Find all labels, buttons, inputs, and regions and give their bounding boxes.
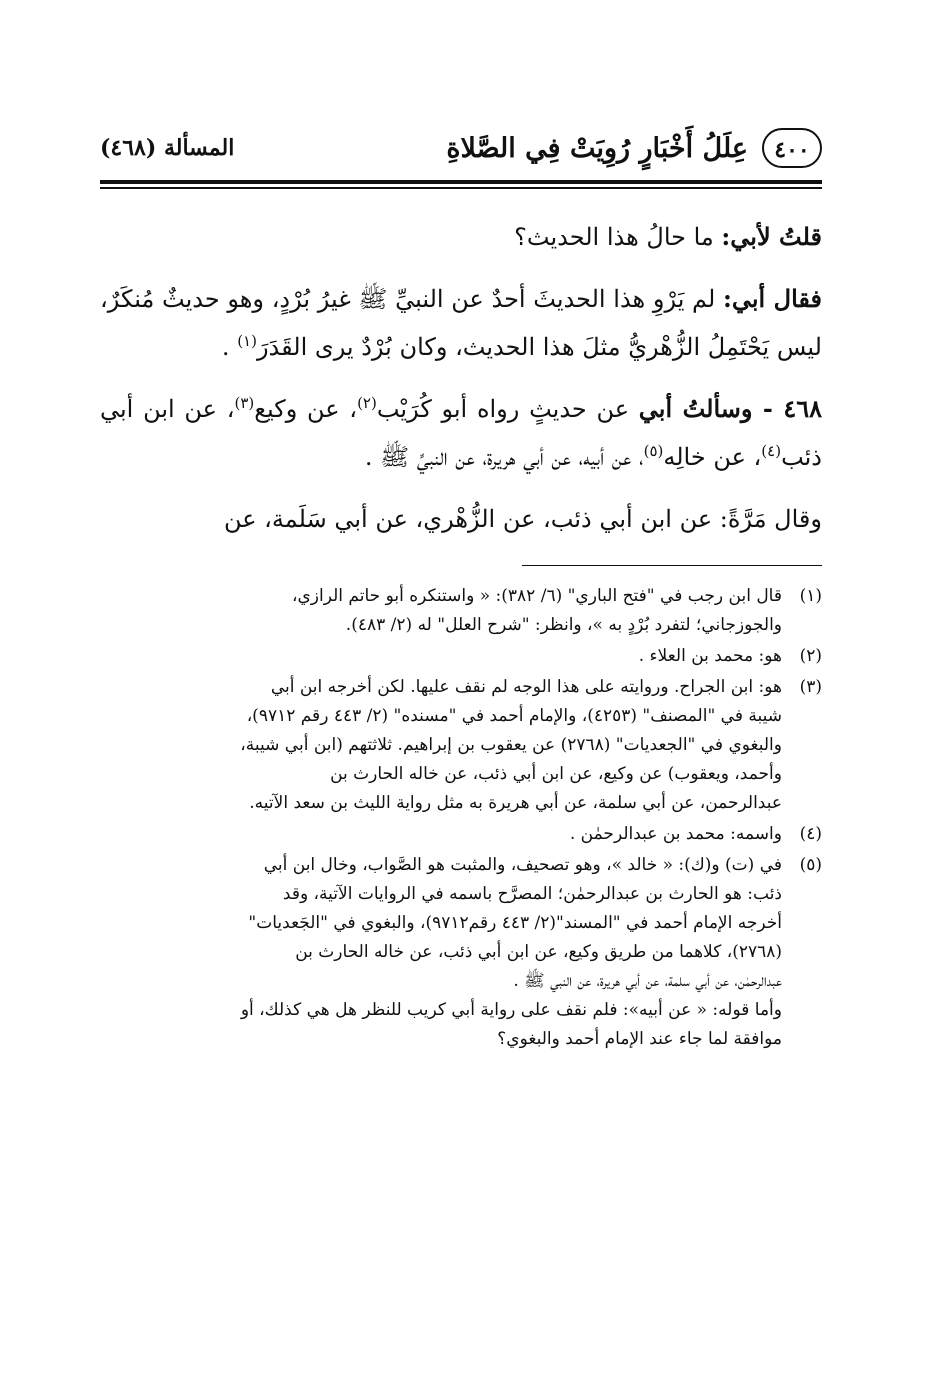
footnote-line: واسمه: محمد بن عبدالرحمٰن . [569, 824, 782, 844]
footnote-text [100, 673, 782, 818]
footnote-line: موافقة لما جاء عند الإمام أحمد والبغوي؟ [497, 1029, 782, 1049]
footnotes [100, 582, 822, 1054]
paragraph-answer [100, 275, 822, 371]
footnote-line: هو: محمد بن العلاء . [638, 646, 782, 666]
paragraph-lead: فقال أبي: [723, 283, 822, 313]
paragraph-text: ، عن وكيع [254, 394, 358, 423]
footnote-ref[interactable]: (٢) [357, 393, 377, 412]
issue-number: ٤٦٨ - [752, 393, 823, 423]
footnote-line: عبدالرحمن، عن أبي سلمة، عن أبي هريرة به مثل رواية الليث بن سعد الآتيه. [249, 793, 782, 813]
paragraph-text: ، عن خالِه [663, 442, 762, 471]
footnote-ref[interactable]: (٥) [643, 441, 664, 460]
paragraph-text: . [221, 332, 238, 361]
footnote-line: وأحمد، ويعقوب) عن وكيع، عن ابن أبي ذئب، عن خاله الحارث بن [330, 764, 782, 784]
footnote-line: والبغوي في "الجعديات" (٢٧٦٨) عن يعقوب بن إبراهيم. ثلاثتهم (ابن أبي شيبة، [240, 735, 782, 755]
header-title-group [446, 128, 822, 168]
footnote-line: أخرجه الإمام أحمد في "المسند"(٢/ ٤٤٣ رقم٩٧١٢)، والبغوي في "الجَعديات" [248, 913, 782, 933]
footnote-item [100, 582, 822, 640]
paragraph-text: ما حالُ هذا الحديث؟ [514, 222, 722, 251]
footnote-item [100, 851, 822, 1054]
paragraph-variant [100, 495, 822, 543]
footnote-number: (٣) [799, 677, 822, 697]
page-number: ٤٠٠ [762, 128, 822, 168]
header-rule-thin [100, 187, 822, 189]
paragraph-lead: وسألتُ أبي [638, 393, 753, 423]
paragraph-question [100, 213, 822, 261]
footnote-line: شيبة في "المصنف" (٤٢٥٣)، والإمام أحمد في "مسنده" (٢/ ٤٤٣ رقم ٩٧١٢)، [246, 706, 782, 726]
paragraph-text: عن حديثٍ رواه أبو كُرَيْب [376, 394, 639, 423]
footnote-number: (٥) [799, 855, 822, 875]
footnote-line: ذئب: هو الحارث بن عبدالرحمٰن؛ المصرَّح باسمه في الروايات الآتية، وقد [282, 884, 782, 904]
footnote-line: وأما قوله: « عن أبيه»: فلم نقف على رواية أبي كريب للنظر هل هي كذلك، أو [240, 1000, 782, 1020]
footnote-ref[interactable]: (١) [237, 331, 257, 350]
footnote-number: (٢) [799, 646, 822, 666]
footnote-line: (٢٧٦٨)، كلاهما من طريق وكيع، عن ابن أبي ذئب، عن خاله الحارث بن [295, 942, 782, 962]
footnote-number: (١) [799, 586, 822, 606]
footnote-text [100, 642, 782, 671]
paragraph-text: وقال مَرَّةً: عن ابن أبي ذئب، عن الزُّهْري، عن أبي سَلَمة، عن [223, 504, 822, 533]
footnote-item [100, 820, 822, 849]
footnote-ref[interactable]: (٣) [234, 393, 255, 412]
running-header [100, 120, 822, 176]
footnote-line: قال ابن رجب في "فتح الباري" (٦/ ٣٨٢): « واستنكره أبو حاتم الرازي، [292, 586, 782, 606]
book-title: عِلَلُ أَخْبَارٍ رُوِيَتْ فِي الصَّلاةِ [446, 132, 748, 164]
footnote-line: هو: ابن الجراح. وروايته على هذا الوجه لم نقف عليها. لكن أخرجه ابن أبي [270, 677, 782, 697]
footnote-text [100, 851, 782, 1054]
footnote-text [100, 820, 782, 849]
footnote-line: في (ت) و(ك): « خالد »، وهو تصحيف، والمثبت هو الصَّواب، وخال ابن أبي [263, 855, 782, 875]
paragraph-text: ، عن أبيه، عن أبي هريرة، عن النبيِّ ﷺ . [364, 442, 644, 471]
issue-label: المسألة (٤٦٨) [100, 135, 235, 161]
footnote-ref[interactable]: (٤) [761, 441, 782, 460]
paragraph-issue-468 [100, 385, 822, 481]
footnote-separator [522, 565, 822, 567]
main-text [100, 213, 822, 543]
footnote-line: عبدالرحمٰن، عن أبي سلمة، عن أبي هريرة، عن النبي ﷺ . [513, 971, 782, 991]
footnote-number: (٤) [799, 824, 822, 844]
paragraph-text: لم يَرْوِ هذا الحديثَ أحدٌ عن النبيِّ ﷺ غيرُ بُرْدٍ، وهو حديثٌ مُنكَرٌ، ليس يَحْتَمِلُ الزُّهْريُّ مثلَ هذا الحديث، وكان بُرْدٌ يرى القَدَرَ [100, 284, 822, 361]
footnote-item [100, 673, 822, 818]
footnote-item [100, 642, 822, 671]
paragraph-lead: قلتُ لأبي: [721, 221, 822, 251]
paragraph-text: ، عن ابن أبي ذئب [100, 394, 822, 471]
book-page [100, 120, 822, 1056]
header-rule-thick [100, 180, 822, 184]
footnote-text [100, 582, 782, 640]
footnote-line: والجوزجاني؛ لتفرد بُرْدٍ به »، وانظر: "شرح العلل" له (٢/ ٤٨٣). [345, 615, 782, 635]
